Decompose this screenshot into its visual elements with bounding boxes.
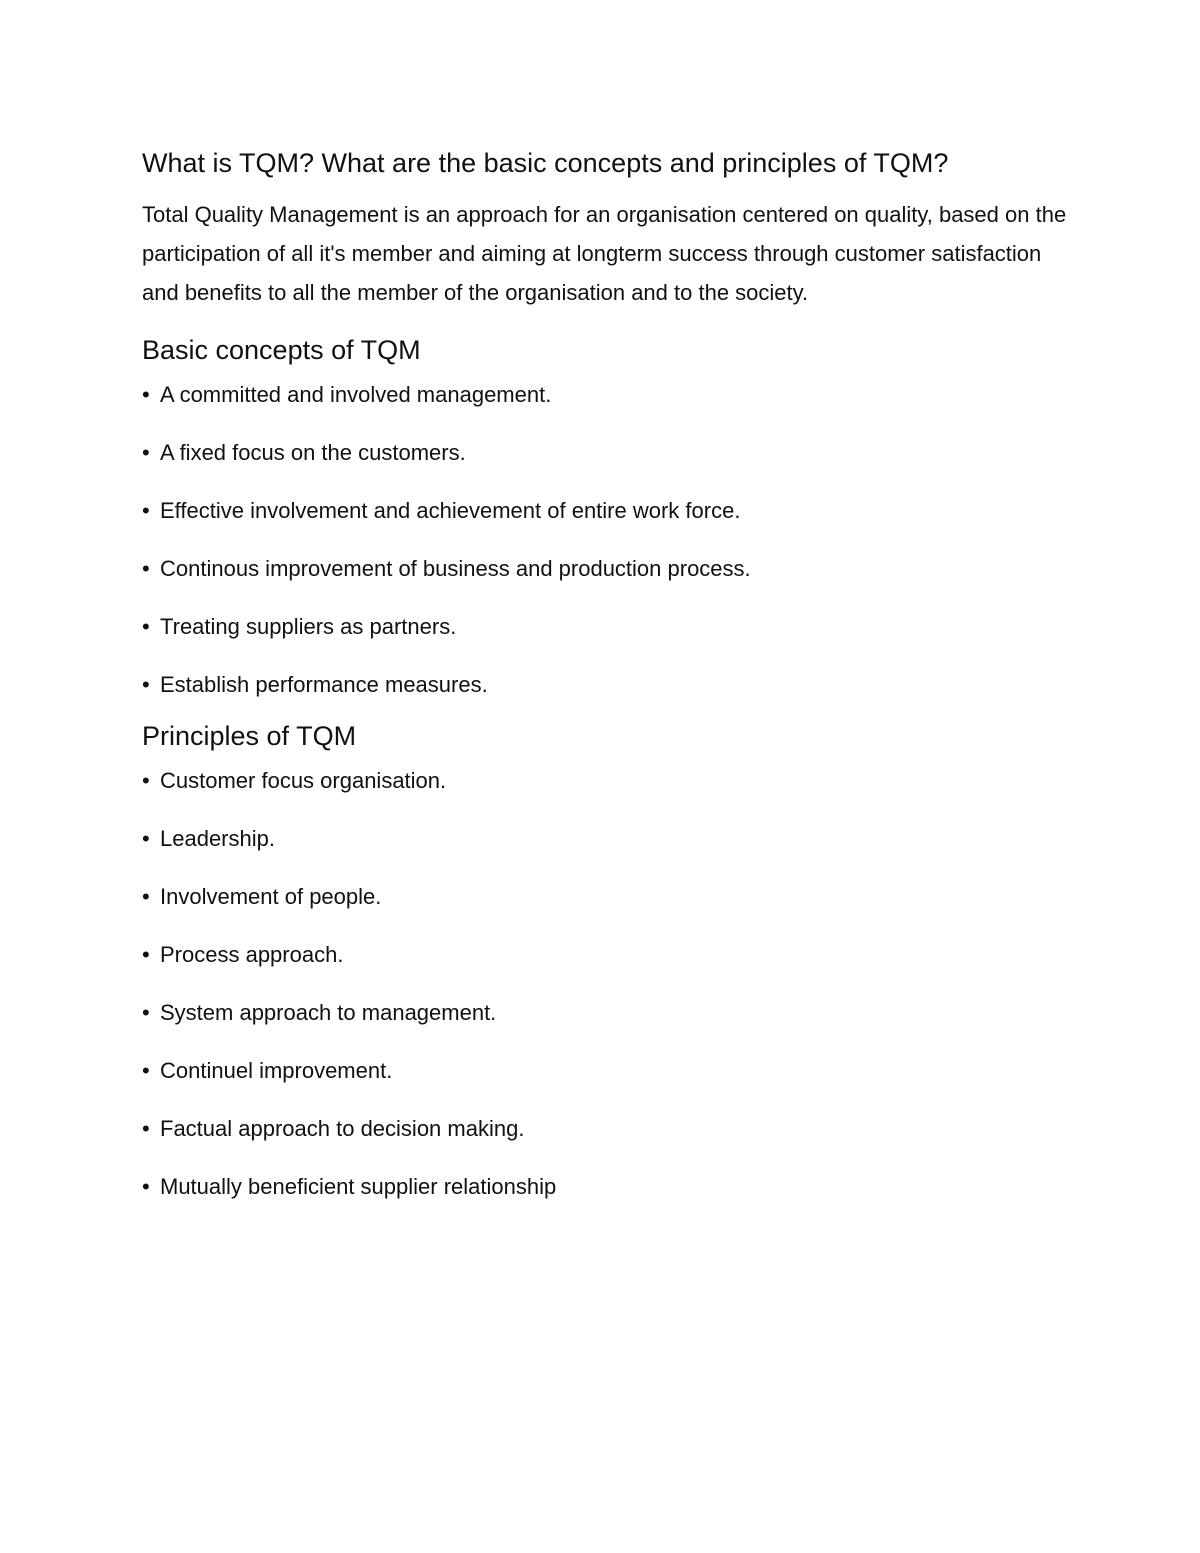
list-item (142, 766, 1082, 796)
list-item (142, 1172, 1082, 1202)
intro-paragraph: Total Quality Management is an approach for an organisation centered on quality, based on the participation of all it's member and aiming at longterm success through customer satisfaction and benefits to all the member of the organisation and to the society. (142, 202, 1067, 305)
bullet-icon: • (142, 884, 150, 909)
list-item (142, 998, 1082, 1028)
list-item (142, 612, 1082, 642)
list-item (142, 940, 1082, 970)
list-item (142, 496, 1082, 526)
list-item-text: Continuel improvement. (160, 1058, 393, 1083)
list-item (142, 1056, 1082, 1086)
list-item (142, 554, 1082, 584)
bullet-icon: • (142, 498, 150, 523)
list-item-text: A committed and involved management. (160, 382, 552, 407)
list-item-text: Effective involvement and achievement of entire work force. (160, 498, 741, 523)
list-item-text: A fixed focus on the customers. (160, 440, 466, 465)
list-item-text: Continous improvement of business and production process. (160, 556, 751, 581)
bullet-icon: • (142, 1000, 150, 1025)
list-item-text: Involvement of people. (160, 884, 382, 909)
list-item (142, 670, 1082, 700)
concepts-list (142, 380, 1082, 700)
principles-heading: Principles of TQM (142, 721, 357, 751)
concepts-section (142, 330, 1082, 700)
bullet-icon: • (142, 942, 150, 967)
list-item-text: Treating suppliers as partners. (160, 614, 457, 639)
principles-section (142, 716, 1082, 1202)
list-item (142, 380, 1082, 410)
bullet-icon: • (142, 556, 150, 581)
list-item-text: Customer focus organisation. (160, 768, 447, 793)
list-item-text: Establish performance measures. (160, 672, 488, 697)
bullet-icon: • (142, 440, 150, 465)
bullet-icon: • (142, 1116, 150, 1141)
principles-list (142, 766, 1082, 1202)
bullet-icon: • (142, 768, 150, 793)
document-title: What is TQM? What are the basic concepts and principles of TQM? (142, 148, 949, 178)
bullet-icon: • (142, 614, 150, 639)
bullet-icon: • (142, 382, 150, 407)
list-item-text: Process approach. (160, 942, 344, 967)
list-item (142, 1114, 1082, 1144)
list-item (142, 438, 1082, 468)
bullet-icon: • (142, 1174, 150, 1199)
list-item-text: System approach to management. (160, 1000, 497, 1025)
list-item-text: Leadership. (160, 826, 275, 851)
bullet-icon: • (142, 672, 150, 697)
list-item (142, 824, 1082, 854)
list-item-text: Mutually beneficient supplier relationship (160, 1174, 557, 1199)
bullet-icon: • (142, 826, 150, 851)
list-item-text: Factual approach to decision making. (160, 1116, 525, 1141)
list-item (142, 882, 1082, 912)
bullet-icon: • (142, 1058, 150, 1083)
document-page (142, 143, 1082, 1218)
concepts-heading: Basic concepts of TQM (142, 335, 421, 365)
